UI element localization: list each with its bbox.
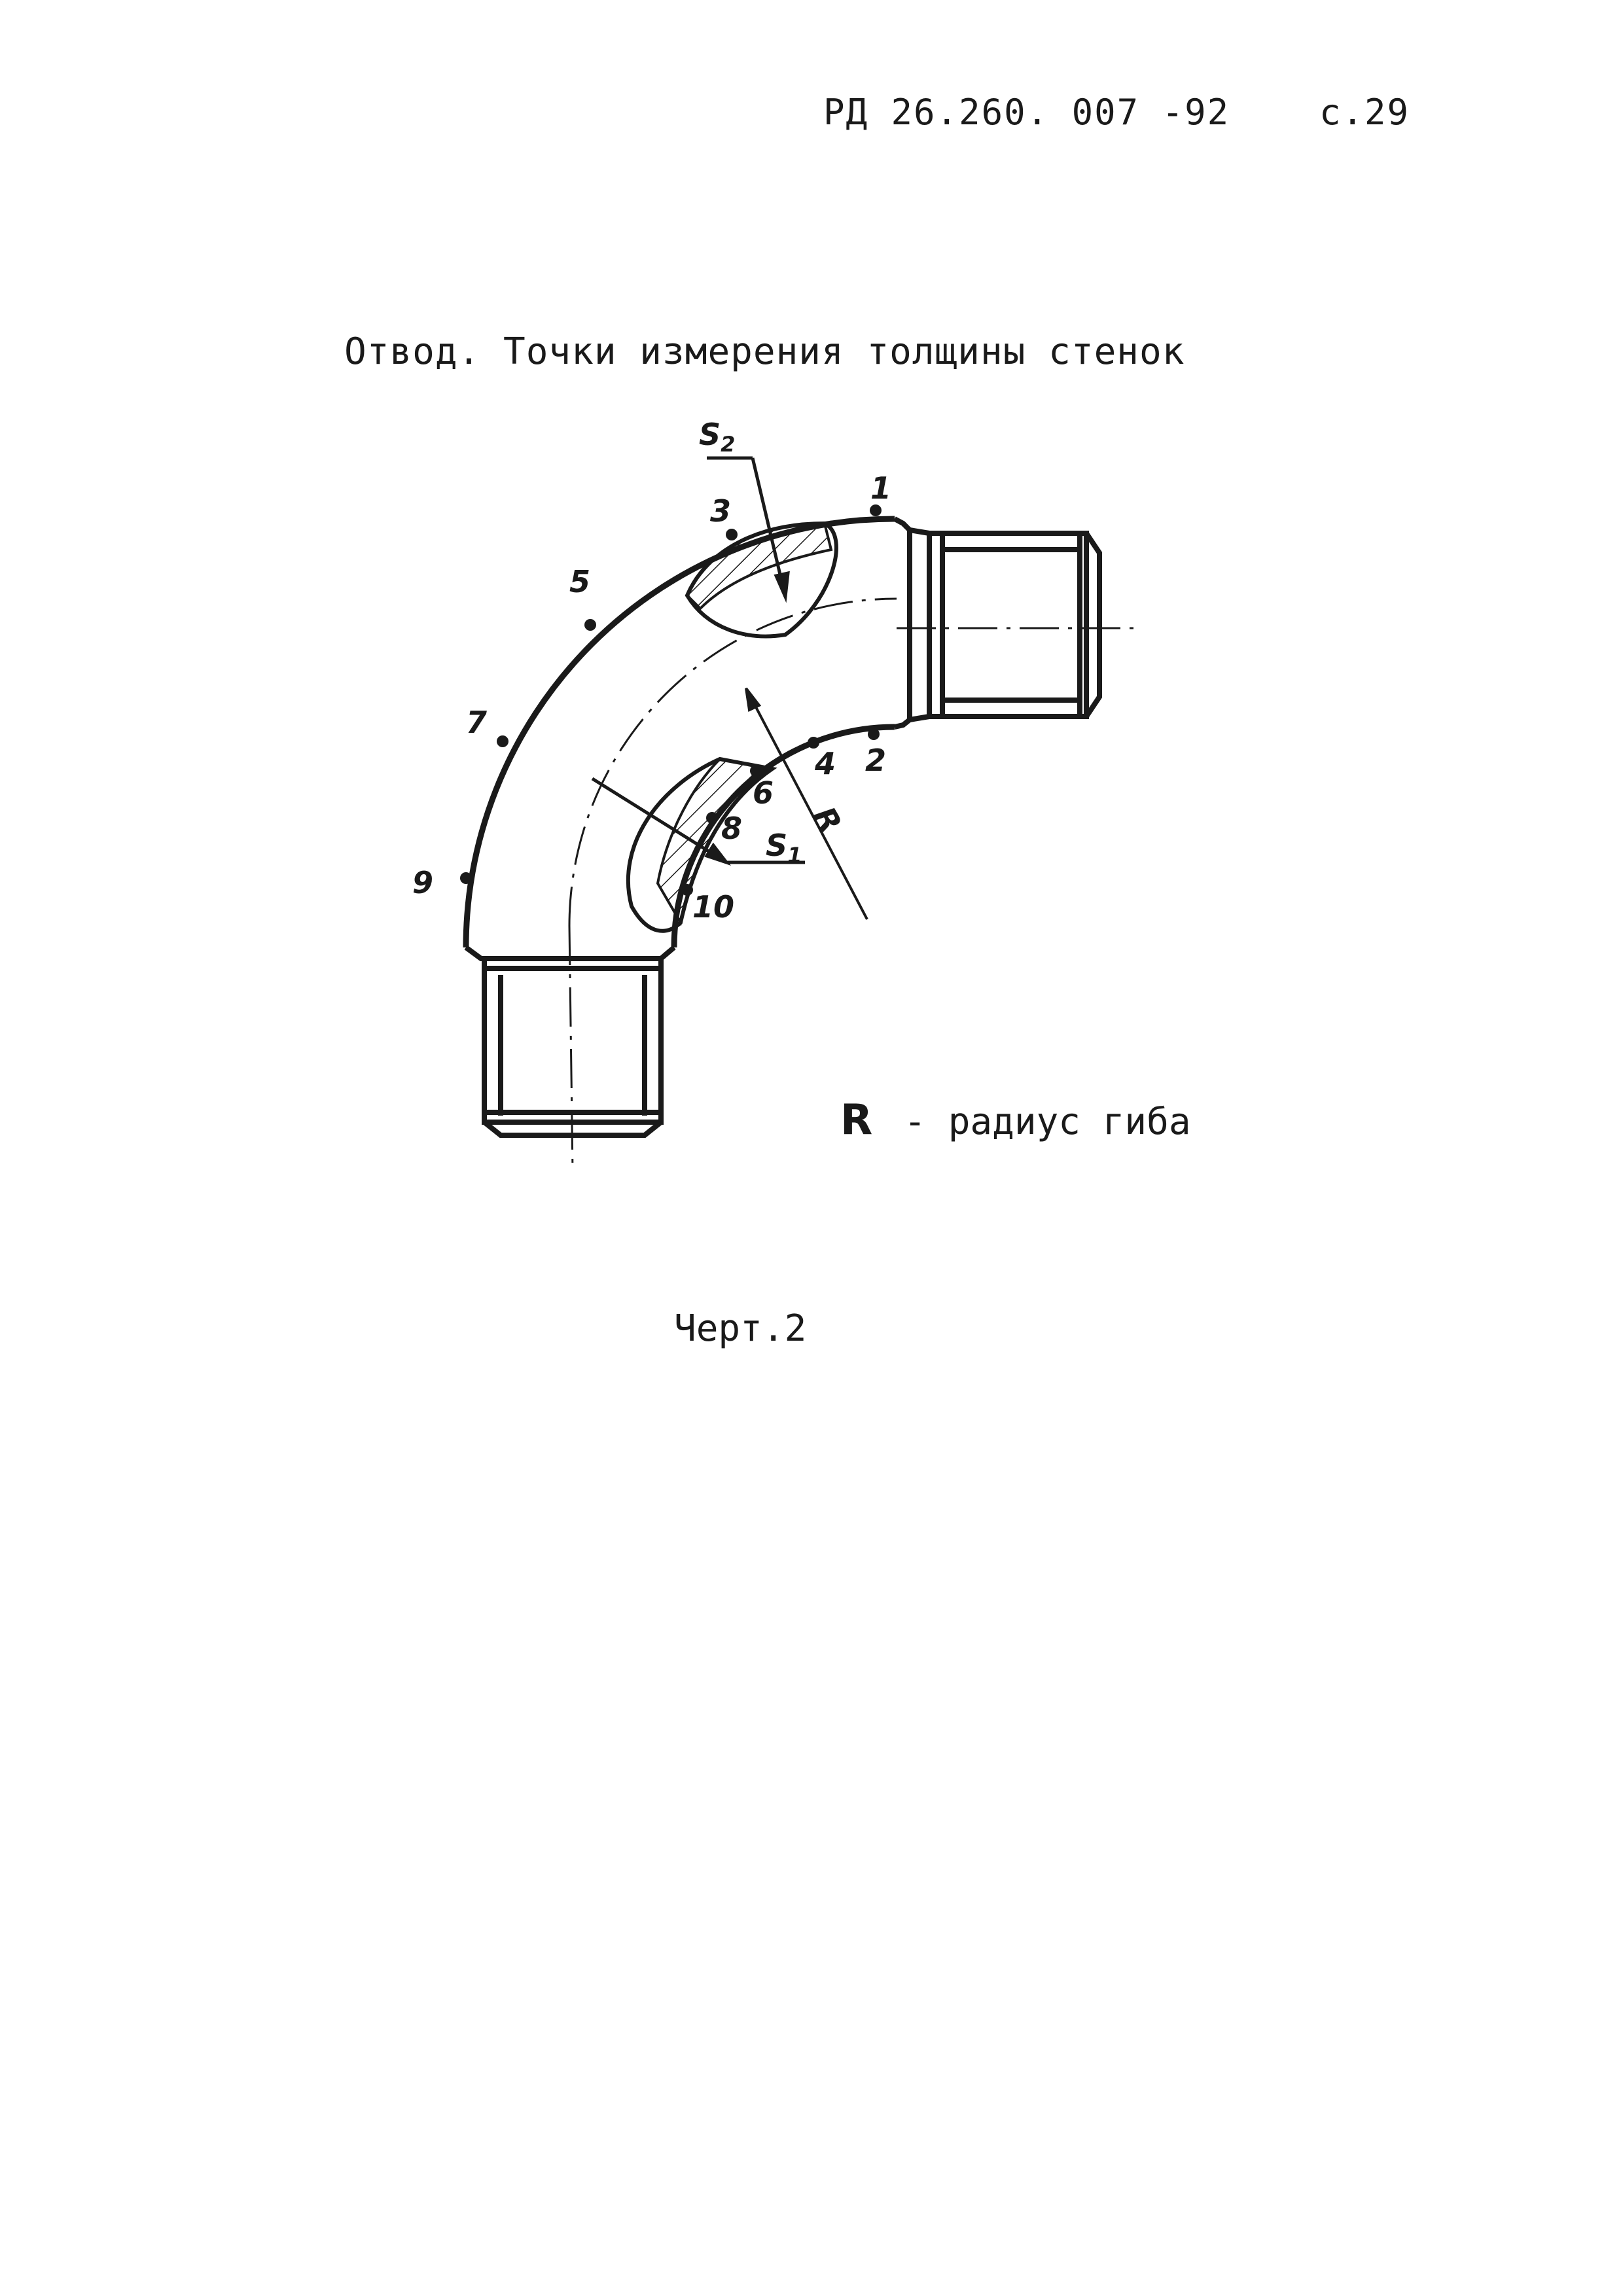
figure-caption: Черт.2 (674, 1307, 807, 1350)
label-point-6: 6 (753, 775, 774, 811)
label-point-2: 2 (865, 743, 887, 778)
point-10-dot (681, 884, 693, 896)
page-number: с.29 (1319, 92, 1410, 133)
label-s1: $S_1$ (766, 828, 802, 868)
point-3-dot (726, 529, 738, 540)
label-s2: $S_2$ (699, 417, 736, 457)
label-point-7: 7 (466, 705, 488, 740)
document-code: РД 26.260. 007 -92 (823, 92, 1230, 133)
point-1-dot (870, 504, 882, 516)
label-point-1: 1 (870, 470, 892, 506)
label-point-10: 10 (692, 889, 735, 925)
legend (840, 1096, 1191, 1144)
label-point-4: 4 (815, 746, 836, 781)
label-point-9: 9 (412, 865, 434, 900)
label-point-5: 5 (569, 564, 591, 599)
legend-text: - радиус гиба (904, 1101, 1191, 1143)
label-point-3: 3 (710, 493, 732, 529)
hatch-s2 (687, 523, 831, 609)
point-5-dot (584, 619, 596, 631)
figure-title: Отвод. Точки измерения толщины стенок (344, 330, 1185, 373)
point-9-dot (460, 872, 472, 884)
label-point-8: 8 (721, 811, 743, 846)
point-8-dot (706, 812, 718, 824)
point-7-dot (497, 735, 508, 747)
point-2-dot (868, 728, 880, 740)
right-fitting (895, 519, 1099, 727)
legend-symbol: R (840, 1096, 873, 1144)
centerlines (569, 599, 1139, 1171)
label-r: R (806, 800, 849, 839)
